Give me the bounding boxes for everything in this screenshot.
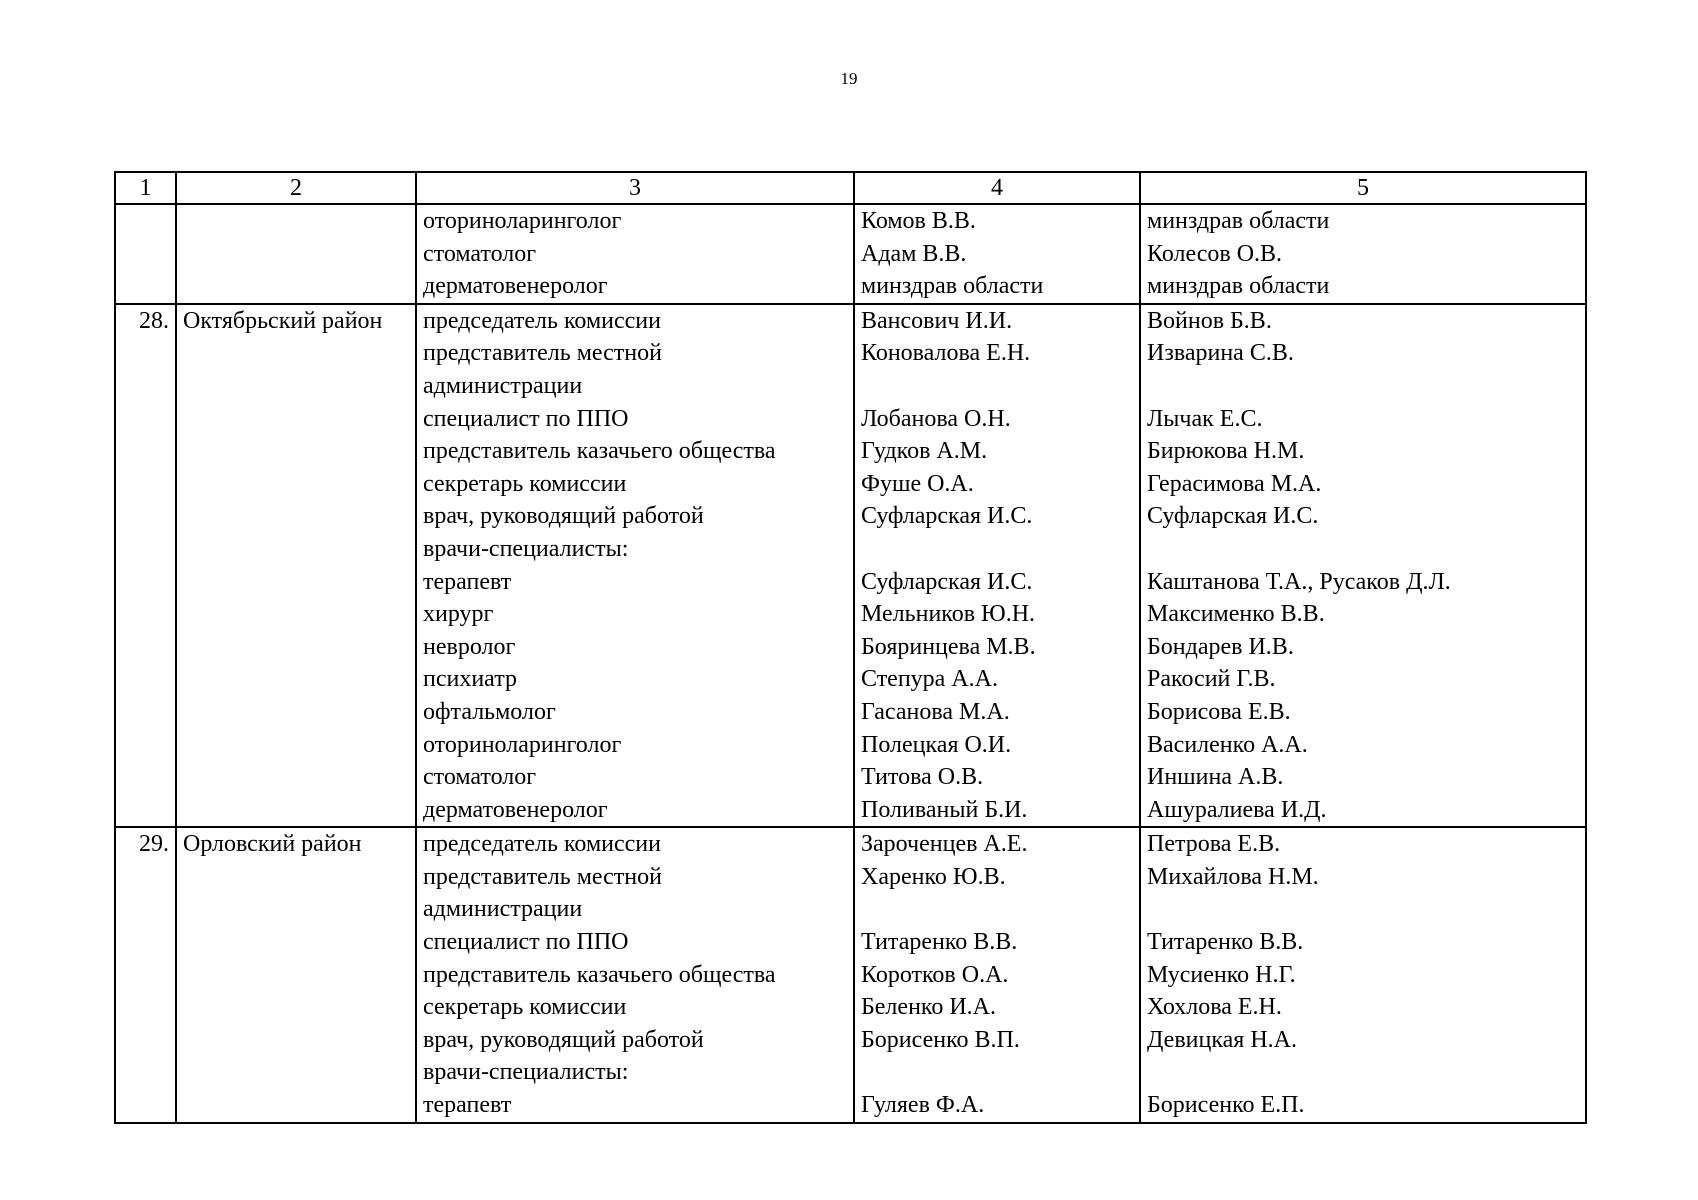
- role-column: [416, 827, 854, 1122]
- name-line: Мельников Ю.Н.: [861, 601, 1036, 628]
- role-line: секретарь комиссии: [423, 470, 627, 497]
- name-line: Ашуралиева И.Д.: [1147, 796, 1327, 823]
- role-line: председатель комиссии: [423, 831, 661, 858]
- name-line: Титаренко В.В.: [1147, 929, 1304, 956]
- name-line: Полецкая О.И.: [861, 731, 1012, 758]
- role-line: представитель местной: [423, 863, 662, 890]
- page-number: 19: [840, 69, 858, 88]
- name-line: [1147, 533, 1579, 566]
- name-line: Титаренко В.В.: [861, 929, 1018, 956]
- member-column: [854, 204, 1140, 304]
- name-line: Адам В.В.: [861, 240, 967, 267]
- name-line: Зароченцев А.Е.: [861, 831, 1028, 858]
- role-line: представитель местной: [423, 340, 662, 367]
- name-line: [861, 893, 1133, 926]
- district-name: Орловский район: [176, 827, 416, 1122]
- name-line: Девицкая Н.А.: [1147, 1026, 1297, 1053]
- name-line: [861, 1056, 1133, 1089]
- name-line: Комов В.В.: [861, 208, 976, 234]
- district-name: Октябрьский район: [176, 304, 416, 828]
- header-row: [115, 172, 1586, 204]
- name-line: Войнов Б.В.: [1147, 307, 1272, 334]
- role-line: администрации: [423, 896, 583, 923]
- name-line: [1147, 893, 1579, 926]
- header-cell: 1: [115, 172, 176, 204]
- role-line: врач, руководящий работой: [423, 503, 704, 530]
- role-line: терапевт: [423, 1092, 512, 1119]
- role-line: психиатр: [423, 666, 517, 693]
- role-line: специалист по ППО: [423, 405, 629, 432]
- role-column: [416, 304, 854, 828]
- role-line: представитель казачьего общества: [423, 961, 776, 988]
- name-line: Иншина А.В.: [1147, 764, 1284, 791]
- row-number: 29.: [115, 827, 176, 1122]
- role-line: специалист по ППО: [423, 929, 629, 956]
- name-line: [1147, 1056, 1579, 1089]
- role-line: офтальмолог: [423, 698, 556, 725]
- reserve-column: [1140, 827, 1586, 1122]
- name-line: Борисенко Е.П.: [1147, 1092, 1305, 1119]
- name-line: Суфларская И.С.: [861, 503, 1033, 530]
- name-line: Петрова Е.В.: [1147, 831, 1281, 858]
- table-row: [115, 304, 1586, 828]
- name-line: Максименко В.В.: [1147, 601, 1325, 628]
- name-line: Бирюкова Н.М.: [1147, 438, 1305, 465]
- name-line: Михайлова Н.М.: [1147, 863, 1319, 890]
- name-line: Герасимова М.А.: [1147, 470, 1322, 497]
- member-column: [854, 304, 1140, 828]
- role-line: стоматолог: [423, 764, 537, 791]
- name-line: Борисенко В.П.: [861, 1026, 1020, 1053]
- name-line: Коновалова Е.Н.: [861, 340, 1031, 367]
- role-line: секретарь комиссии: [423, 994, 627, 1021]
- name-line: Гудков А.М.: [861, 438, 988, 465]
- name-line: Коротков О.А.: [861, 961, 1009, 988]
- header-cell: 5: [1140, 172, 1586, 204]
- name-line: Титова О.В.: [861, 764, 984, 791]
- name-line: Бондарев И.В.: [1147, 633, 1294, 660]
- role-line: невролог: [423, 633, 516, 660]
- row-number: 28.: [115, 304, 176, 828]
- name-line: минздрав области: [1147, 208, 1330, 234]
- reserve-column: [1140, 204, 1586, 304]
- name-line: Лобанова О.Н.: [861, 405, 1011, 432]
- name-line: [861, 370, 1133, 403]
- name-line: Изварина С.В.: [1147, 340, 1294, 367]
- role-line: хирург: [423, 601, 494, 628]
- role-line: терапевт: [423, 568, 512, 595]
- role-line: представитель казачьего общества: [423, 438, 776, 465]
- name-line: Харенко Ю.В.: [861, 863, 1006, 890]
- role-line: врачи-специалисты:: [423, 1059, 629, 1086]
- name-line: Каштанова Т.А., Русаков Д.Л.: [1147, 568, 1451, 595]
- role-line: врач, руководящий работой: [423, 1026, 704, 1053]
- name-line: Борисова Е.В.: [1147, 698, 1291, 725]
- header-cell: 3: [416, 172, 854, 204]
- name-line: [861, 533, 1133, 566]
- name-line: Бояринцева М.В.: [861, 633, 1036, 660]
- table-row: [115, 827, 1586, 1122]
- name-line: Гасанова М.А.: [861, 698, 1010, 725]
- reserve-column: [1140, 304, 1586, 828]
- header-cell: 2: [176, 172, 416, 204]
- role-line: врачи-специалисты:: [423, 535, 629, 562]
- name-line: [1147, 370, 1579, 403]
- name-line: Хохлова Е.Н.: [1147, 994, 1282, 1021]
- commission-table: [114, 171, 1587, 1124]
- name-line: Колесов О.В.: [1147, 240, 1283, 267]
- name-line: Василенко А.А.: [1147, 731, 1308, 758]
- name-line: Степура А.А.: [861, 666, 998, 693]
- role-line: дерматовенеролог: [423, 273, 608, 300]
- name-line: Суфларская И.С.: [1147, 503, 1319, 530]
- name-line: Ракосий Г.В.: [1147, 666, 1276, 693]
- row-number: [115, 204, 176, 304]
- role-line: оториноларинголог: [423, 731, 622, 758]
- member-column: [854, 827, 1140, 1122]
- district-name: [176, 204, 416, 304]
- name-line: Поливаный Б.И.: [861, 796, 1028, 823]
- name-line: Лычак Е.С.: [1147, 405, 1263, 432]
- name-line: минздрав области: [861, 273, 1044, 300]
- role-line: дерматовенеролог: [423, 796, 608, 823]
- name-line: минздрав области: [1147, 273, 1330, 300]
- role-line: стоматолог: [423, 240, 537, 267]
- name-line: Суфларская И.С.: [861, 568, 1033, 595]
- role-line: председатель комиссии: [423, 307, 661, 334]
- role-line: администрации: [423, 372, 583, 399]
- table-row: [115, 204, 1586, 304]
- header-cell: 4: [854, 172, 1140, 204]
- name-line: Фуше О.А.: [861, 470, 974, 497]
- role-column: [416, 204, 854, 304]
- role-line: оториноларинголог: [423, 208, 622, 234]
- name-line: Гуляев Ф.А.: [861, 1092, 985, 1119]
- name-line: Мусиенко Н.Г.: [1147, 961, 1296, 988]
- name-line: Вансович И.И.: [861, 307, 1013, 334]
- name-line: Беленко И.А.: [861, 994, 997, 1021]
